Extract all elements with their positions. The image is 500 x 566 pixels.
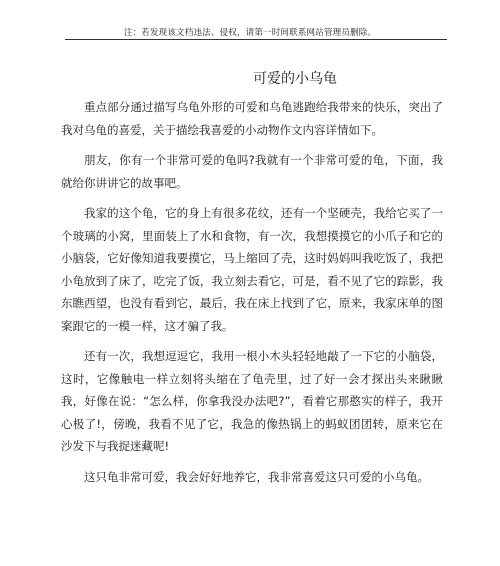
- paragraph: 我家的这个龟，它的身上有很多花纹，还有一个坚硬壳，我给它买了一个玻璃的小窝，里面装上了水和食物，有一次，我想摸摸它的小爪子和它的小脑袋，它好像知道我要摸它，马上缩回了壳，这时妈妈叫我吃饭了，我把小龟放到了床了，吃完了饭，我立刻去看它，可是，看不见了它的踪影，我东瞧西望，也没有看到它，最后，我在床上找到了它，原来，我家床单的图案跟它的一模一样，这才骗了我。: [61, 206, 443, 333]
- header-divider: [65, 39, 447, 40]
- paragraph: 还有一次，我想逗逗它，我用一根小木头轻轻地敲了一下它的小脑袋，这时，它像触电一样立刻将头缩在了龟壳里，过了好一会才探出头来瞅瞅我，好像在说：“怎么样，你拿我没办法吧?”，看着它那憨实的样子，我开心极了!，傍晚，我看不见了它，我急的像热锅上的蚂蚁团团转，原来它在沙发下与我捉迷藏呢!: [61, 349, 443, 453]
- paragraph: 朋友，你有一个非常可爱的龟吗?我就有一个非常可爱的龟，下面，我就给你讲讲它的故事吧。: [61, 153, 443, 190]
- paragraph: 重点部分通过描写乌龟外形的可爱和乌龟逃跑给我带来的快乐，突出了我对乌龟的喜爱，关于描绘我喜爱的小动物作文内容详情如下。: [61, 100, 443, 137]
- copyright-notice: 注：若发现该文档违法、侵权，请第一时间联系网站管理员删除。: [123, 28, 377, 38]
- document-body: [61, 96, 443, 496]
- document-title: 可爱的小乌龟: [253, 71, 337, 87]
- paragraph: 这只龟非常可爱，我会好好地养它，我非常喜爱这只可爱的小乌龟。: [84, 469, 429, 484]
